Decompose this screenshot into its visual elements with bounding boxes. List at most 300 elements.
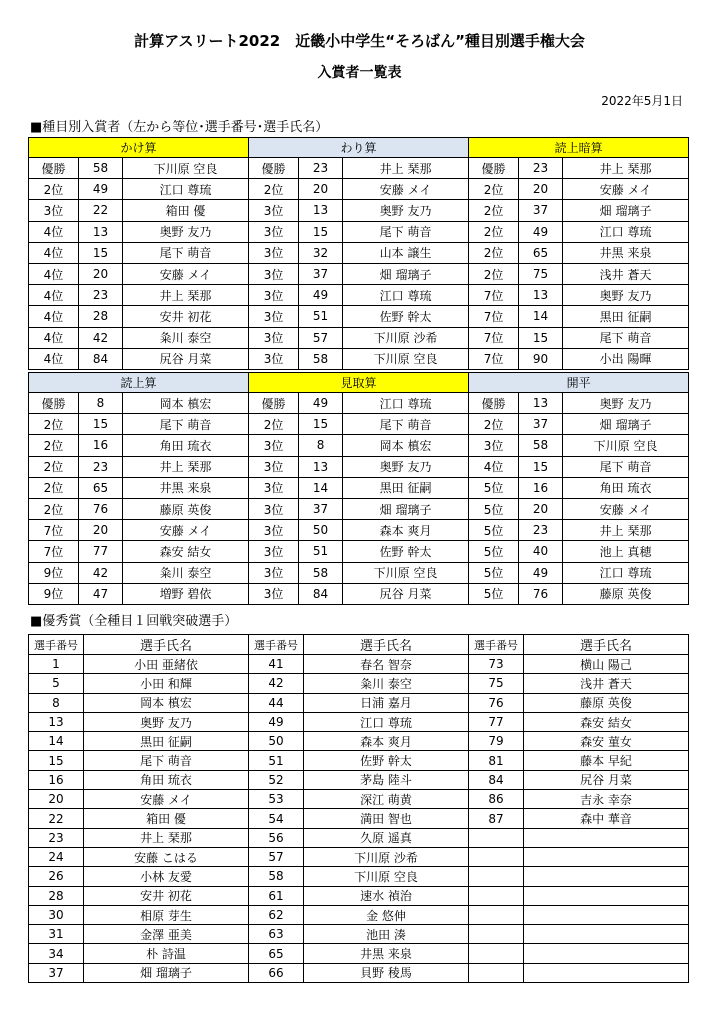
page-subtitle: 入賞者一覧表 [317, 65, 402, 81]
name-cell: 奥野 友乃 [343, 456, 469, 477]
rank-cell: 5位 [469, 520, 519, 541]
number-cell: 5 [29, 674, 84, 693]
name-cell: 尾下 萌音 [563, 456, 689, 477]
number-cell [469, 905, 524, 924]
table-row [29, 732, 689, 751]
name-cell: 佐野 幹太 [343, 306, 469, 327]
name-cell: 尻谷 月菜 [524, 770, 689, 789]
number-cell: 23 [79, 285, 123, 306]
number-cell: 49 [299, 285, 343, 306]
number-cell: 13 [79, 221, 123, 242]
name-cell: 江口 尊琉 [563, 221, 689, 242]
rank-cell: 2位 [249, 414, 299, 435]
rank-cell: 2位 [469, 179, 519, 200]
name-cell: 奥野 友乃 [123, 221, 249, 242]
name-cell: 小林 友愛 [84, 867, 249, 886]
rank-cell: 3位 [249, 456, 299, 477]
name-cell: 小田 亜緒依 [84, 655, 249, 674]
number-cell: 65 [519, 242, 563, 263]
number-cell: 51 [249, 751, 304, 770]
rank-cell: 2位 [469, 200, 519, 221]
event-header: 見取算 [249, 373, 469, 393]
number-cell: 23 [29, 828, 84, 847]
table-row [29, 770, 689, 789]
number-cell: 49 [299, 393, 343, 414]
number-cell: 47 [79, 583, 123, 604]
name-cell [524, 847, 689, 866]
table-row [29, 886, 689, 905]
number-cell: 15 [79, 242, 123, 263]
number-cell: 20 [29, 790, 84, 809]
name-cell: 畑 瑠璃子 [563, 414, 689, 435]
name-cell: 日浦 嘉月 [304, 693, 469, 712]
rank-cell: 3位 [249, 562, 299, 583]
name-header: 選手氏名 [84, 635, 249, 655]
rank-cell: 3位 [249, 200, 299, 221]
number-cell [469, 963, 524, 982]
table-row [29, 562, 689, 583]
number-cell: 76 [79, 498, 123, 519]
table-row [29, 498, 689, 519]
table-row [29, 263, 689, 284]
name-cell: 藤原 英俊 [563, 583, 689, 604]
rank-cell: 2位 [469, 242, 519, 263]
table-row [29, 435, 689, 456]
rank-cell: 9位 [29, 562, 79, 583]
name-cell: 森安 結女 [123, 541, 249, 562]
number-cell: 37 [29, 963, 84, 982]
rank-cell: 3位 [249, 327, 299, 348]
number-cell: 16 [29, 770, 84, 789]
table-row [29, 790, 689, 809]
rank-cell: 2位 [29, 456, 79, 477]
name-cell: 下川原 空良 [304, 867, 469, 886]
number-cell: 53 [249, 790, 304, 809]
event-winners-table-bottom [28, 372, 689, 605]
number-cell: 58 [249, 867, 304, 886]
number-cell: 57 [249, 847, 304, 866]
name-cell: 江口 尊琉 [343, 393, 469, 414]
number-cell: 58 [519, 435, 563, 456]
rank-cell: 9位 [29, 583, 79, 604]
number-cell: 23 [79, 456, 123, 477]
table-row [29, 200, 689, 221]
table-row [29, 456, 689, 477]
number-cell: 8 [299, 435, 343, 456]
number-cell: 79 [469, 732, 524, 751]
name-cell: 貝野 稜馬 [304, 963, 469, 982]
number-cell: 42 [249, 674, 304, 693]
name-cell: 井上 琹那 [563, 158, 689, 179]
number-cell: 15 [299, 221, 343, 242]
table-row [29, 348, 689, 369]
name-cell: 藤原 英俊 [524, 693, 689, 712]
rank-cell: 3位 [249, 498, 299, 519]
number-cell: 51 [299, 541, 343, 562]
name-cell: 久原 遥真 [304, 828, 469, 847]
number-cell: 54 [249, 809, 304, 828]
number-cell: 23 [299, 158, 343, 179]
number-cell: 66 [249, 963, 304, 982]
name-cell: 井上 琹那 [123, 285, 249, 306]
number-cell: 23 [519, 158, 563, 179]
name-cell: 藤本 早紀 [524, 751, 689, 770]
number-cell: 13 [519, 285, 563, 306]
rank-cell: 7位 [469, 306, 519, 327]
name-cell: 山本 譲生 [343, 242, 469, 263]
table-row [29, 541, 689, 562]
name-cell: 春名 智奈 [304, 655, 469, 674]
number-cell: 44 [249, 693, 304, 712]
name-cell: 安井 初花 [84, 886, 249, 905]
number-cell: 63 [249, 925, 304, 944]
table-row [29, 306, 689, 327]
name-cell: 佐野 幹太 [343, 541, 469, 562]
rank-cell: 7位 [29, 541, 79, 562]
rank-cell: 3位 [249, 583, 299, 604]
name-cell [524, 905, 689, 924]
rank-cell: 5位 [469, 541, 519, 562]
name-header: 選手氏名 [524, 635, 689, 655]
table-row [29, 327, 689, 348]
name-cell: 井上 琹那 [84, 828, 249, 847]
name-cell: 畑 瑠璃子 [343, 498, 469, 519]
rank-cell: 4位 [29, 242, 79, 263]
name-cell: 森安 結女 [524, 712, 689, 731]
rank-cell: 7位 [469, 327, 519, 348]
rank-cell: 3位 [249, 541, 299, 562]
number-cell: 30 [29, 905, 84, 924]
number-cell: 75 [469, 674, 524, 693]
number-header: 選手番号 [29, 635, 84, 655]
name-cell: 井上 琹那 [563, 520, 689, 541]
table-row [29, 414, 689, 435]
name-cell: 岡本 槙宏 [84, 693, 249, 712]
name-cell: 浅井 蒼天 [563, 263, 689, 284]
name-cell: 池田 湊 [304, 925, 469, 944]
number-cell: 24 [29, 847, 84, 866]
name-cell: 畑 瑠璃子 [563, 200, 689, 221]
name-cell: 奥野 友乃 [343, 200, 469, 221]
rank-cell: 4位 [29, 306, 79, 327]
rank-cell: 3位 [249, 285, 299, 306]
name-cell: 角田 琉衣 [123, 435, 249, 456]
name-cell: 井上 琹那 [343, 158, 469, 179]
number-cell: 20 [79, 520, 123, 541]
number-cell: 50 [249, 732, 304, 751]
name-cell: 小田 和輝 [84, 674, 249, 693]
name-cell: 増野 碧依 [123, 583, 249, 604]
number-cell: 20 [79, 263, 123, 284]
number-cell: 50 [299, 520, 343, 541]
number-cell: 15 [299, 414, 343, 435]
rank-cell: 5位 [469, 562, 519, 583]
event-header: 読上暗算 [469, 138, 689, 158]
name-cell: 畑 瑠璃子 [84, 963, 249, 982]
event-header: 読上算 [29, 373, 249, 393]
number-cell: 42 [79, 562, 123, 583]
name-cell: 下川原 沙希 [304, 847, 469, 866]
event-header: 開平 [469, 373, 689, 393]
number-cell: 15 [79, 414, 123, 435]
rank-cell: 3位 [249, 348, 299, 369]
rank-cell: 優勝 [249, 158, 299, 179]
name-cell [524, 828, 689, 847]
rank-cell: 3位 [29, 200, 79, 221]
rank-cell: 優勝 [249, 393, 299, 414]
name-cell: 粂川 泰空 [123, 327, 249, 348]
date-label: 2022年5月1日 [601, 94, 683, 108]
name-cell: 岡本 槙宏 [123, 393, 249, 414]
number-cell: 13 [29, 712, 84, 731]
name-cell: 尾下 萌音 [343, 414, 469, 435]
rank-cell: 4位 [29, 263, 79, 284]
rank-cell: 優勝 [29, 158, 79, 179]
name-cell: 速水 禎治 [304, 886, 469, 905]
rank-cell: 4位 [29, 285, 79, 306]
event-winners-table-top [28, 137, 689, 370]
rank-cell: 2位 [29, 477, 79, 498]
number-cell: 22 [79, 200, 123, 221]
number-cell: 23 [519, 520, 563, 541]
number-cell: 49 [249, 712, 304, 731]
name-cell: 尾下 萌音 [343, 221, 469, 242]
name-cell: 藤原 英俊 [123, 498, 249, 519]
name-cell: 安井 初花 [123, 306, 249, 327]
number-cell: 16 [79, 435, 123, 456]
name-cell: 安藤 メイ [123, 520, 249, 541]
number-cell [469, 925, 524, 944]
table-row [29, 285, 689, 306]
section-event-winners-title: ■種目別入賞者（左から等位･選手番号･選手氏名） [30, 120, 329, 135]
rank-cell: 2位 [29, 435, 79, 456]
rank-cell: 3位 [249, 306, 299, 327]
number-cell: 65 [249, 944, 304, 963]
page-title: 計算アスリート2022 近畿小中学生“そろばん”種目別選手権大会 [134, 32, 585, 50]
name-cell: 安藤 メイ [343, 179, 469, 200]
name-cell: 粂川 泰空 [304, 674, 469, 693]
rank-cell: 3位 [249, 242, 299, 263]
number-cell: 14 [519, 306, 563, 327]
number-cell: 8 [79, 393, 123, 414]
number-cell: 57 [299, 327, 343, 348]
table-row [29, 944, 689, 963]
table-row [29, 712, 689, 731]
number-cell: 26 [29, 867, 84, 886]
number-cell: 20 [519, 179, 563, 200]
number-cell: 15 [29, 751, 84, 770]
number-cell [469, 828, 524, 847]
table-row [29, 655, 689, 674]
name-cell: 箱田 優 [123, 200, 249, 221]
name-cell: 江口 尊琉 [304, 712, 469, 731]
table-row [29, 963, 689, 982]
name-cell: 畑 瑠璃子 [343, 263, 469, 284]
name-cell: 佐野 幹太 [304, 751, 469, 770]
number-cell: 32 [299, 242, 343, 263]
rank-cell: 3位 [249, 435, 299, 456]
rank-cell: 2位 [29, 498, 79, 519]
number-cell: 62 [249, 905, 304, 924]
rank-cell: 2位 [29, 414, 79, 435]
name-cell: 江口 尊琉 [343, 285, 469, 306]
table-row [29, 242, 689, 263]
rank-cell: 3位 [249, 263, 299, 284]
number-cell: 20 [299, 179, 343, 200]
name-cell: 井黒 来泉 [123, 477, 249, 498]
table-row [29, 179, 689, 200]
rank-cell: 7位 [29, 520, 79, 541]
event-header: かけ算 [29, 138, 249, 158]
table-row [29, 583, 689, 604]
number-cell: 75 [519, 263, 563, 284]
name-cell: 茅島 陸斗 [304, 770, 469, 789]
event-header: わり算 [249, 138, 469, 158]
number-cell: 13 [299, 200, 343, 221]
number-cell [469, 867, 524, 886]
name-cell: 下川原 沙希 [343, 327, 469, 348]
number-cell: 28 [29, 886, 84, 905]
name-cell: 尻谷 月菜 [123, 348, 249, 369]
number-cell: 41 [249, 655, 304, 674]
number-cell: 58 [299, 348, 343, 369]
number-cell: 42 [79, 327, 123, 348]
name-cell: 安藤 メイ [563, 498, 689, 519]
rank-cell: 優勝 [29, 393, 79, 414]
number-cell: 49 [519, 221, 563, 242]
name-cell: 横山 陽己 [524, 655, 689, 674]
rank-cell: 4位 [469, 456, 519, 477]
number-cell: 20 [519, 498, 563, 519]
name-cell: 下川原 空良 [343, 348, 469, 369]
number-cell: 13 [519, 393, 563, 414]
name-cell: 下川原 空良 [123, 158, 249, 179]
rank-cell: 4位 [29, 221, 79, 242]
number-header: 選手番号 [249, 635, 304, 655]
number-cell: 73 [469, 655, 524, 674]
rank-cell: 3位 [249, 520, 299, 541]
name-cell: 下川原 空良 [563, 435, 689, 456]
name-cell: 森中 華音 [524, 809, 689, 828]
name-cell: 小出 陽暉 [563, 348, 689, 369]
name-cell: 下川原 空良 [343, 562, 469, 583]
number-cell: 81 [469, 751, 524, 770]
table-row [29, 693, 689, 712]
rank-cell: 優勝 [469, 393, 519, 414]
name-cell: 朴 詩温 [84, 944, 249, 963]
name-cell: 角田 琉衣 [563, 477, 689, 498]
number-cell: 15 [519, 456, 563, 477]
number-cell: 76 [469, 693, 524, 712]
number-cell: 49 [79, 179, 123, 200]
rank-cell: 2位 [29, 179, 79, 200]
name-cell: 江口 尊琉 [563, 562, 689, 583]
name-cell: 黒田 征嗣 [343, 477, 469, 498]
number-cell: 14 [299, 477, 343, 498]
name-cell: 岡本 槙宏 [343, 435, 469, 456]
number-cell: 65 [79, 477, 123, 498]
number-cell: 61 [249, 886, 304, 905]
name-cell: 江口 尊琉 [123, 179, 249, 200]
name-cell: 森安 菫女 [524, 732, 689, 751]
rank-cell: 3位 [469, 435, 519, 456]
name-cell: 尻谷 月菜 [343, 583, 469, 604]
number-cell: 37 [299, 263, 343, 284]
number-cell: 15 [519, 327, 563, 348]
section-honor-title: ■優秀賞（全種目１回戦突破選手） [30, 614, 238, 629]
number-cell: 90 [519, 348, 563, 369]
table-row [29, 393, 689, 414]
number-cell: 56 [249, 828, 304, 847]
table-row [29, 158, 689, 179]
rank-cell: 3位 [249, 477, 299, 498]
name-cell: 粂川 泰空 [123, 562, 249, 583]
number-cell: 58 [79, 158, 123, 179]
table-row [29, 809, 689, 828]
number-header: 選手番号 [469, 635, 524, 655]
number-cell: 51 [299, 306, 343, 327]
table-row [29, 751, 689, 770]
rank-cell: 4位 [29, 327, 79, 348]
name-cell: 安藤 こはる [84, 847, 249, 866]
number-cell [469, 944, 524, 963]
number-cell: 14 [29, 732, 84, 751]
table-row [29, 477, 689, 498]
name-cell: 安藤 メイ [123, 263, 249, 284]
number-cell: 40 [519, 541, 563, 562]
name-cell: 尾下 萌音 [123, 242, 249, 263]
number-cell: 76 [519, 583, 563, 604]
name-cell: 井上 琹那 [123, 456, 249, 477]
rank-cell: 5位 [469, 583, 519, 604]
number-cell: 31 [29, 925, 84, 944]
name-cell [524, 944, 689, 963]
name-header: 選手氏名 [304, 635, 469, 655]
number-cell: 49 [519, 562, 563, 583]
rank-cell: 3位 [249, 221, 299, 242]
rank-cell: 2位 [249, 179, 299, 200]
name-cell: 安藤 メイ [563, 179, 689, 200]
number-cell: 37 [299, 498, 343, 519]
name-cell: 黒田 征嗣 [563, 306, 689, 327]
number-cell: 34 [29, 944, 84, 963]
name-cell: 池上 真穂 [563, 541, 689, 562]
name-cell: 井黒 来泉 [304, 944, 469, 963]
name-cell: 森本 爽月 [343, 520, 469, 541]
name-cell: 満田 智也 [304, 809, 469, 828]
number-cell: 13 [299, 456, 343, 477]
name-cell: 深江 萌黄 [304, 790, 469, 809]
name-cell: 金 悠伸 [304, 905, 469, 924]
rank-cell: 4位 [29, 348, 79, 369]
name-cell: 奥野 友乃 [84, 712, 249, 731]
name-cell: 角田 琉衣 [84, 770, 249, 789]
table-row [29, 905, 689, 924]
number-cell: 28 [79, 306, 123, 327]
name-cell: 金澤 亜美 [84, 925, 249, 944]
rank-cell: 7位 [469, 285, 519, 306]
table-row [29, 867, 689, 886]
name-cell [524, 867, 689, 886]
name-cell: 井黒 来泉 [563, 242, 689, 263]
name-cell: 尾下 萌音 [123, 414, 249, 435]
number-cell: 16 [519, 477, 563, 498]
number-cell: 52 [249, 770, 304, 789]
number-cell: 8 [29, 693, 84, 712]
number-cell: 84 [299, 583, 343, 604]
name-cell [524, 886, 689, 905]
name-cell: 箱田 優 [84, 809, 249, 828]
